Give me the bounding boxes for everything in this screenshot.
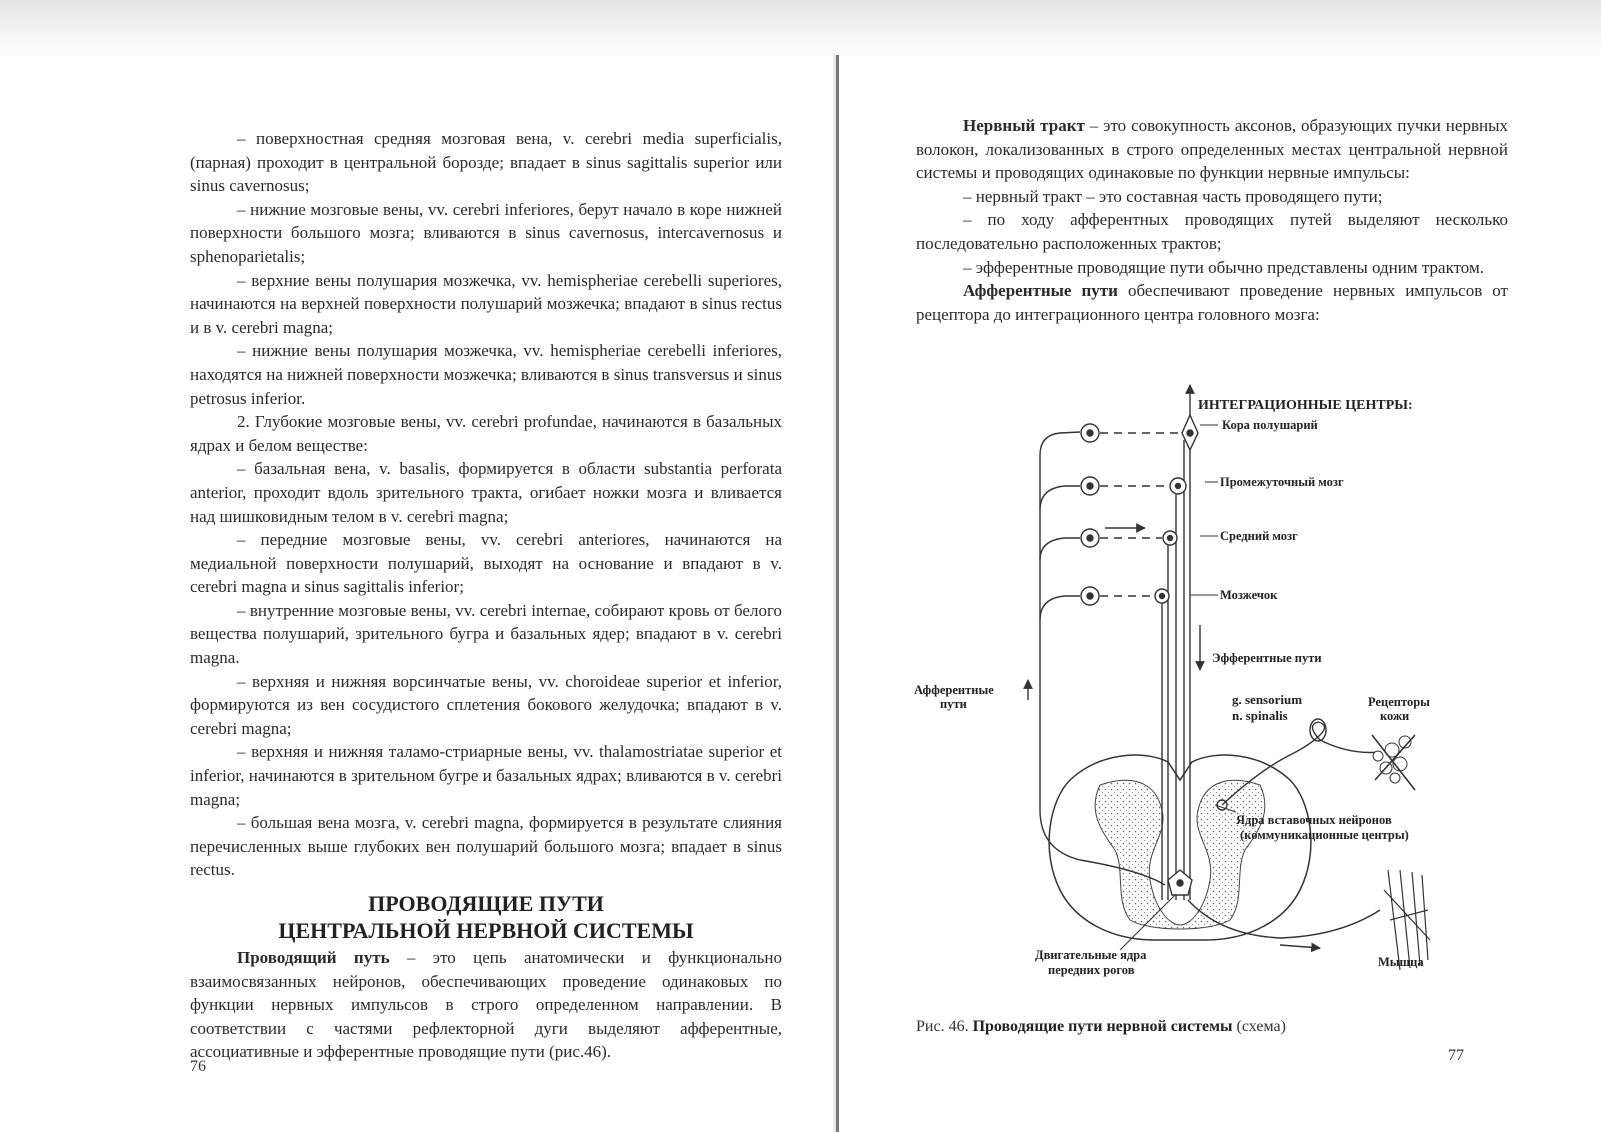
paragraph: – верхняя и нижняя таламо-стриарные вены, vv. thalamostriatae superior et inferior, начинаются в зрительном бугре и базальных ядрах; вливаются в v. cerebri magna;	[190, 742, 782, 809]
label-muscle: Мышца	[1378, 955, 1424, 969]
list-item: – эфферентные проводящие пути обычно представлены одним трактом.	[963, 257, 1484, 277]
label-afferent: Афферентные	[914, 683, 994, 697]
right-page-text	[916, 114, 1508, 326]
definition-paragraph	[916, 279, 1508, 326]
label-motor-nuclei: Двигательные ядра	[1035, 948, 1147, 962]
page-number: 77	[1448, 1047, 1464, 1064]
label-receptors: Рецепторы	[1368, 695, 1430, 709]
label-ganglion: g. sensorium	[1232, 692, 1303, 707]
caption-title: Проводящие пути нервной системы	[972, 1018, 1233, 1035]
paragraph: – большая вена мозга, v. cerebri magna, формируется в результате слияния перечисленных выше глубоких вен полушарий большого мозга; впадает в sinus rectus.	[190, 813, 782, 880]
caption-suffix: (схема)	[1236, 1018, 1286, 1035]
paragraph: – поверхностная средняя мозговая вена, v. cerebri media superficialis, (парная) проходит в центральной борозде; впадает в sinus sagittalis superior или sinus cavernosus;	[190, 129, 782, 196]
definition-paragraph	[916, 114, 1508, 185]
list-item: – по ходу афферентных проводящих путей выделяют несколько последовательно расположенных трактов;	[916, 210, 1508, 253]
paragraph: – нижние вены полушария мозжечка, vv. hemispheriae cerebelli inferiores, находятся на нижней поверхности мозжечка; вливаются в sinus transversus и sinus petrosus inferior.	[190, 341, 782, 408]
definition-paragraph	[190, 946, 782, 1064]
paragraph: – базальная вена, v. basalis, формируется в области substantia perforata anterior, проходит вдоль зрительного тракта, огибает ножки мозга и вливается над шишковидным телом в v. cerebri magna;	[190, 459, 782, 526]
paragraph: – верхняя и нижняя ворсинчатые вены, vv. choroideae superior et inferior, формируются из вен сосудистого сплетения бокового желудочка; впадают в v. cerebri magna;	[190, 671, 782, 738]
label-interneuron-nuclei-2: (коммуникационные центры)	[1240, 828, 1409, 842]
list-item: – нервный тракт – это составная часть проводящего пути;	[963, 186, 1383, 206]
label-interneuron-nuclei: Ядра вставочных нейронов	[1236, 813, 1392, 827]
definition-term: Нервный тракт	[963, 116, 1085, 135]
label-cortex: Кора полушарий	[1222, 418, 1318, 432]
left-page-text	[190, 127, 782, 1064]
label-motor-nuclei-2: передних рогов	[1048, 963, 1135, 977]
section-heading-line: ЦЕНТРАЛЬНОЙ НЕРВНОЙ СИСТЕМЫ	[278, 918, 694, 943]
section-heading-line: ПРОВОДЯЩИЕ ПУТИ	[368, 891, 604, 916]
paragraph: – верхние вены полушария мозжечка, vv. hemispheriae cerebelli superiores, начинаются на верхней поверхности полушарий мозжечка; впадают в sinus rectus и в v. cerebri magna;	[190, 270, 782, 337]
paragraph: – внутренние мозговые вены, vv. cerebri internae, собирают кровь от белого вещества полушарий, зрительного бугра и базальных ядер; впадают в v. cerebri magna.	[190, 600, 782, 668]
paragraph: – передние мозговые вены, vv. cerebri anteriores, начинаются на медиальной поверхности полушарий, выходят на основание и впадают в v. cerebri magna и sinus sagittalis inferior;	[190, 530, 782, 597]
figure-caption	[916, 1018, 1286, 1036]
paragraph: 2. Глубокие мозговые вены, vv. cerebri profundae, начинаются в базальных ядрах и белом веществе:	[190, 412, 782, 455]
page-number: 76	[190, 1058, 206, 1075]
label-receptors-2: кожи	[1380, 709, 1410, 723]
caption-prefix: Рис. 46.	[916, 1018, 969, 1035]
neuron-connections	[1100, 433, 1182, 596]
definition-term: Афферентные пути	[963, 281, 1118, 301]
label-integration-centers: ИНТЕГРАЦИОННЫЕ ЦЕНТРЫ:	[1198, 398, 1413, 413]
label-ganglion-2: n. spinalis	[1232, 708, 1288, 723]
label-efferent: Эфферентные пути	[1212, 651, 1322, 665]
pathways-diagram	[900, 380, 1520, 1000]
definition-text: обеспечивают проведение нервных импульсов от рецептора до интеграционного центра головного мозга:	[916, 281, 1508, 324]
definition-term: Проводящий путь	[237, 948, 390, 967]
label-afferent-2: пути	[940, 697, 967, 711]
book-spine	[836, 55, 839, 1132]
spinal-cord-section	[1049, 755, 1311, 940]
label-diencephalon: Промежуточный мозг	[1220, 475, 1344, 489]
skin-receptors	[1372, 735, 1415, 790]
section-heading	[190, 890, 782, 944]
definition-text: – это совокупность аксонов, образующих пучки нервных волокон, локализованных в строго определенных местах центральной нервной системы и проводящих одинаковые по функции нервные импульсы:	[916, 116, 1508, 183]
label-cerebellum: Мозжечок	[1220, 588, 1278, 602]
definition-text: – это цепь анатомически и функционально взаимосвязанных нейронов, обеспечивающих проведение одинаковых по функции нервных импульсов в строго определенном направлении. В соответствии с частями рефлекторной дуги выделяют афферентные, ассоциативные и эфферентные проводящие пути (рис.46).	[190, 948, 782, 1062]
page-shadow	[0, 0, 1601, 60]
label-midbrain: Средний мозг	[1220, 529, 1298, 543]
paragraph: – нижние мозговые вены, vv. cerebri inferiores, берут начало в коре нижней поверхности большого мозга; вливаются в sinus cavernosus, intercavernosus и sphenoparietalis;	[190, 199, 782, 266]
